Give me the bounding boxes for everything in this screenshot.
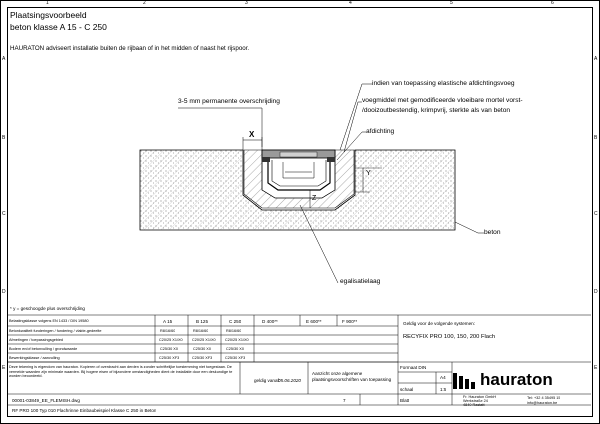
- grid-col-3: 3: [245, 0, 248, 6]
- grid-col-4: 4: [349, 0, 352, 6]
- grid-row-e: E: [2, 365, 6, 371]
- grid-row-c-right: C: [594, 211, 598, 217]
- grid-col-1: 1: [46, 0, 49, 6]
- row-2-val-1: C20/25 X1/X0: [159, 338, 183, 342]
- revision: 7: [343, 398, 346, 403]
- logo-mark-icon: [452, 370, 478, 392]
- hauraton-logo: [452, 370, 587, 393]
- suitable-value: RECYFIX PRO 100, 150, 200 Flach: [403, 334, 496, 340]
- grid-row-c: C: [2, 211, 6, 217]
- grid-row-d: D: [2, 289, 6, 295]
- note-line-2: plaatsingsvoorschriften van toepassing: [312, 377, 392, 382]
- class-c250: C 250: [229, 319, 242, 324]
- legal-text: Deze tekening is eigendom van hauraton. Kopieren of overdracht aan derden is zonder schriftelijke toestemming niet toegestaan. De vermelde waarden zijn minimale waarden. Bij hogere eisen of bijzondere omstandigheden dient de installatie door een deskundige te worden beoordeeld.: [9, 365, 233, 379]
- row-2-val-3: C20/25 X1/X0: [225, 338, 249, 342]
- grid-row-a-right: A: [594, 56, 598, 62]
- row-4-val-3: C25/30 XF3: [225, 356, 246, 360]
- valid-date: 05.06.2020: [278, 378, 301, 383]
- title-line-2: beton klasse A 15 - C 250: [10, 22, 107, 32]
- note-line-1: Aanzicht onze algemene: [312, 371, 363, 376]
- row-3-val-3: C25/30 X0: [226, 347, 244, 351]
- row-4-val-2: C25/30 XF3: [192, 356, 213, 360]
- class-a15: A 15: [163, 319, 173, 324]
- class-f900: F 900**: [342, 319, 358, 324]
- company-line-3: 4840 Rastatt: [463, 403, 485, 407]
- class-d400: D 400**: [262, 319, 278, 324]
- company-line-1: Fr. Hauraton GmbH: [463, 395, 497, 399]
- label-concrete: beton: [484, 229, 501, 236]
- grid-col-2: 2: [143, 0, 146, 6]
- grid-row-e-right: E: [594, 365, 598, 371]
- row-4-label: Bewerkingsklasse / aanvulling: [9, 356, 60, 360]
- grid-col-5: 5: [450, 0, 453, 6]
- row-1-label: Betonkwaliteit funderingen / fundering / vlakte-gedeelte: [9, 329, 102, 333]
- label-seal: afdichting: [366, 128, 395, 135]
- contact-line-2: info@hauraton.be: [527, 401, 558, 405]
- grid-col-6: 6: [551, 0, 554, 6]
- dim-x-label: X: [249, 130, 255, 139]
- doc-number: 00001-03849_EE_FLEMISH.dwg: [12, 398, 80, 403]
- valid-label: geldig vanaf:: [254, 378, 281, 383]
- contact-line-1: Tel: +32 4 35495 15: [527, 396, 561, 400]
- label-levelling: egalisatielaag: [340, 278, 381, 285]
- format-value: A4: [440, 375, 446, 380]
- row-1-val-3: R8/16/60: [226, 329, 242, 333]
- grid-row-b-right: B: [594, 135, 598, 141]
- grid-row-a: A: [2, 56, 6, 62]
- dim-y-label: Y: [366, 170, 371, 177]
- title-line-1: Plaatsingsvoorbeeld: [10, 10, 87, 20]
- intro-text: HAURATON adviseert installatie buiten de rijbaan of in het midden of naast het rijspoor.: [10, 45, 250, 52]
- scale-label: schaal: [400, 387, 414, 392]
- footer-title: RF PRO 100 Typ 010 Flachrinne Einbaubeispiel Klasse C 250 in Beton: [12, 408, 157, 413]
- row-1-val-1: R8/16/60: [160, 329, 176, 333]
- suitable-label: Geldig voor de volgende systemen:: [403, 321, 476, 326]
- grid-row-d-right: D: [594, 289, 598, 295]
- table-header-label: Belastingsklasse volgens EN 1433 / DIN 19580: [9, 319, 89, 323]
- label-elastic-joint: indien van toepassing elastische afdichtingsvoeg: [372, 80, 515, 87]
- row-2-val-2: C20/25 X1/X0: [192, 338, 216, 342]
- label-grout-1: voegmiddel met gemodificeerde vloeibare mortel vorst-: [362, 97, 523, 104]
- class-b125: B 125: [196, 319, 209, 324]
- row-3-val-2: C25/30 X0: [193, 347, 211, 351]
- row-3-val-1: C25/30 X0: [160, 347, 178, 351]
- logo-text: hauraton: [480, 370, 553, 389]
- label-overlap: 3-5 mm permanente overschrijding: [178, 98, 280, 105]
- company-line-2: Werkstraße 24: [463, 399, 488, 403]
- class-e600: E 600**: [306, 319, 322, 324]
- label-grout-2: /dooizoutbestendig, krimpvrij, sterkte als van beton: [362, 107, 511, 114]
- dim-z-label: Z: [312, 195, 317, 202]
- scale-value: 1:5: [440, 387, 447, 392]
- row-2-label: Afmetingen / toepassingsgebied: [9, 338, 64, 342]
- sheet-label: Blatt: [400, 398, 410, 403]
- row-3-label: Bodem en/of betonvulling / grondwaarde: [9, 347, 78, 351]
- footnote: * y = geschoogde plus overschrijding: [10, 306, 85, 311]
- row-4-val-1: C25/30 XF3: [159, 356, 180, 360]
- row-1-val-2: R8/16/60: [193, 329, 209, 333]
- format-label: Formaat DIN: [400, 365, 427, 370]
- grid-row-b: B: [2, 135, 6, 141]
